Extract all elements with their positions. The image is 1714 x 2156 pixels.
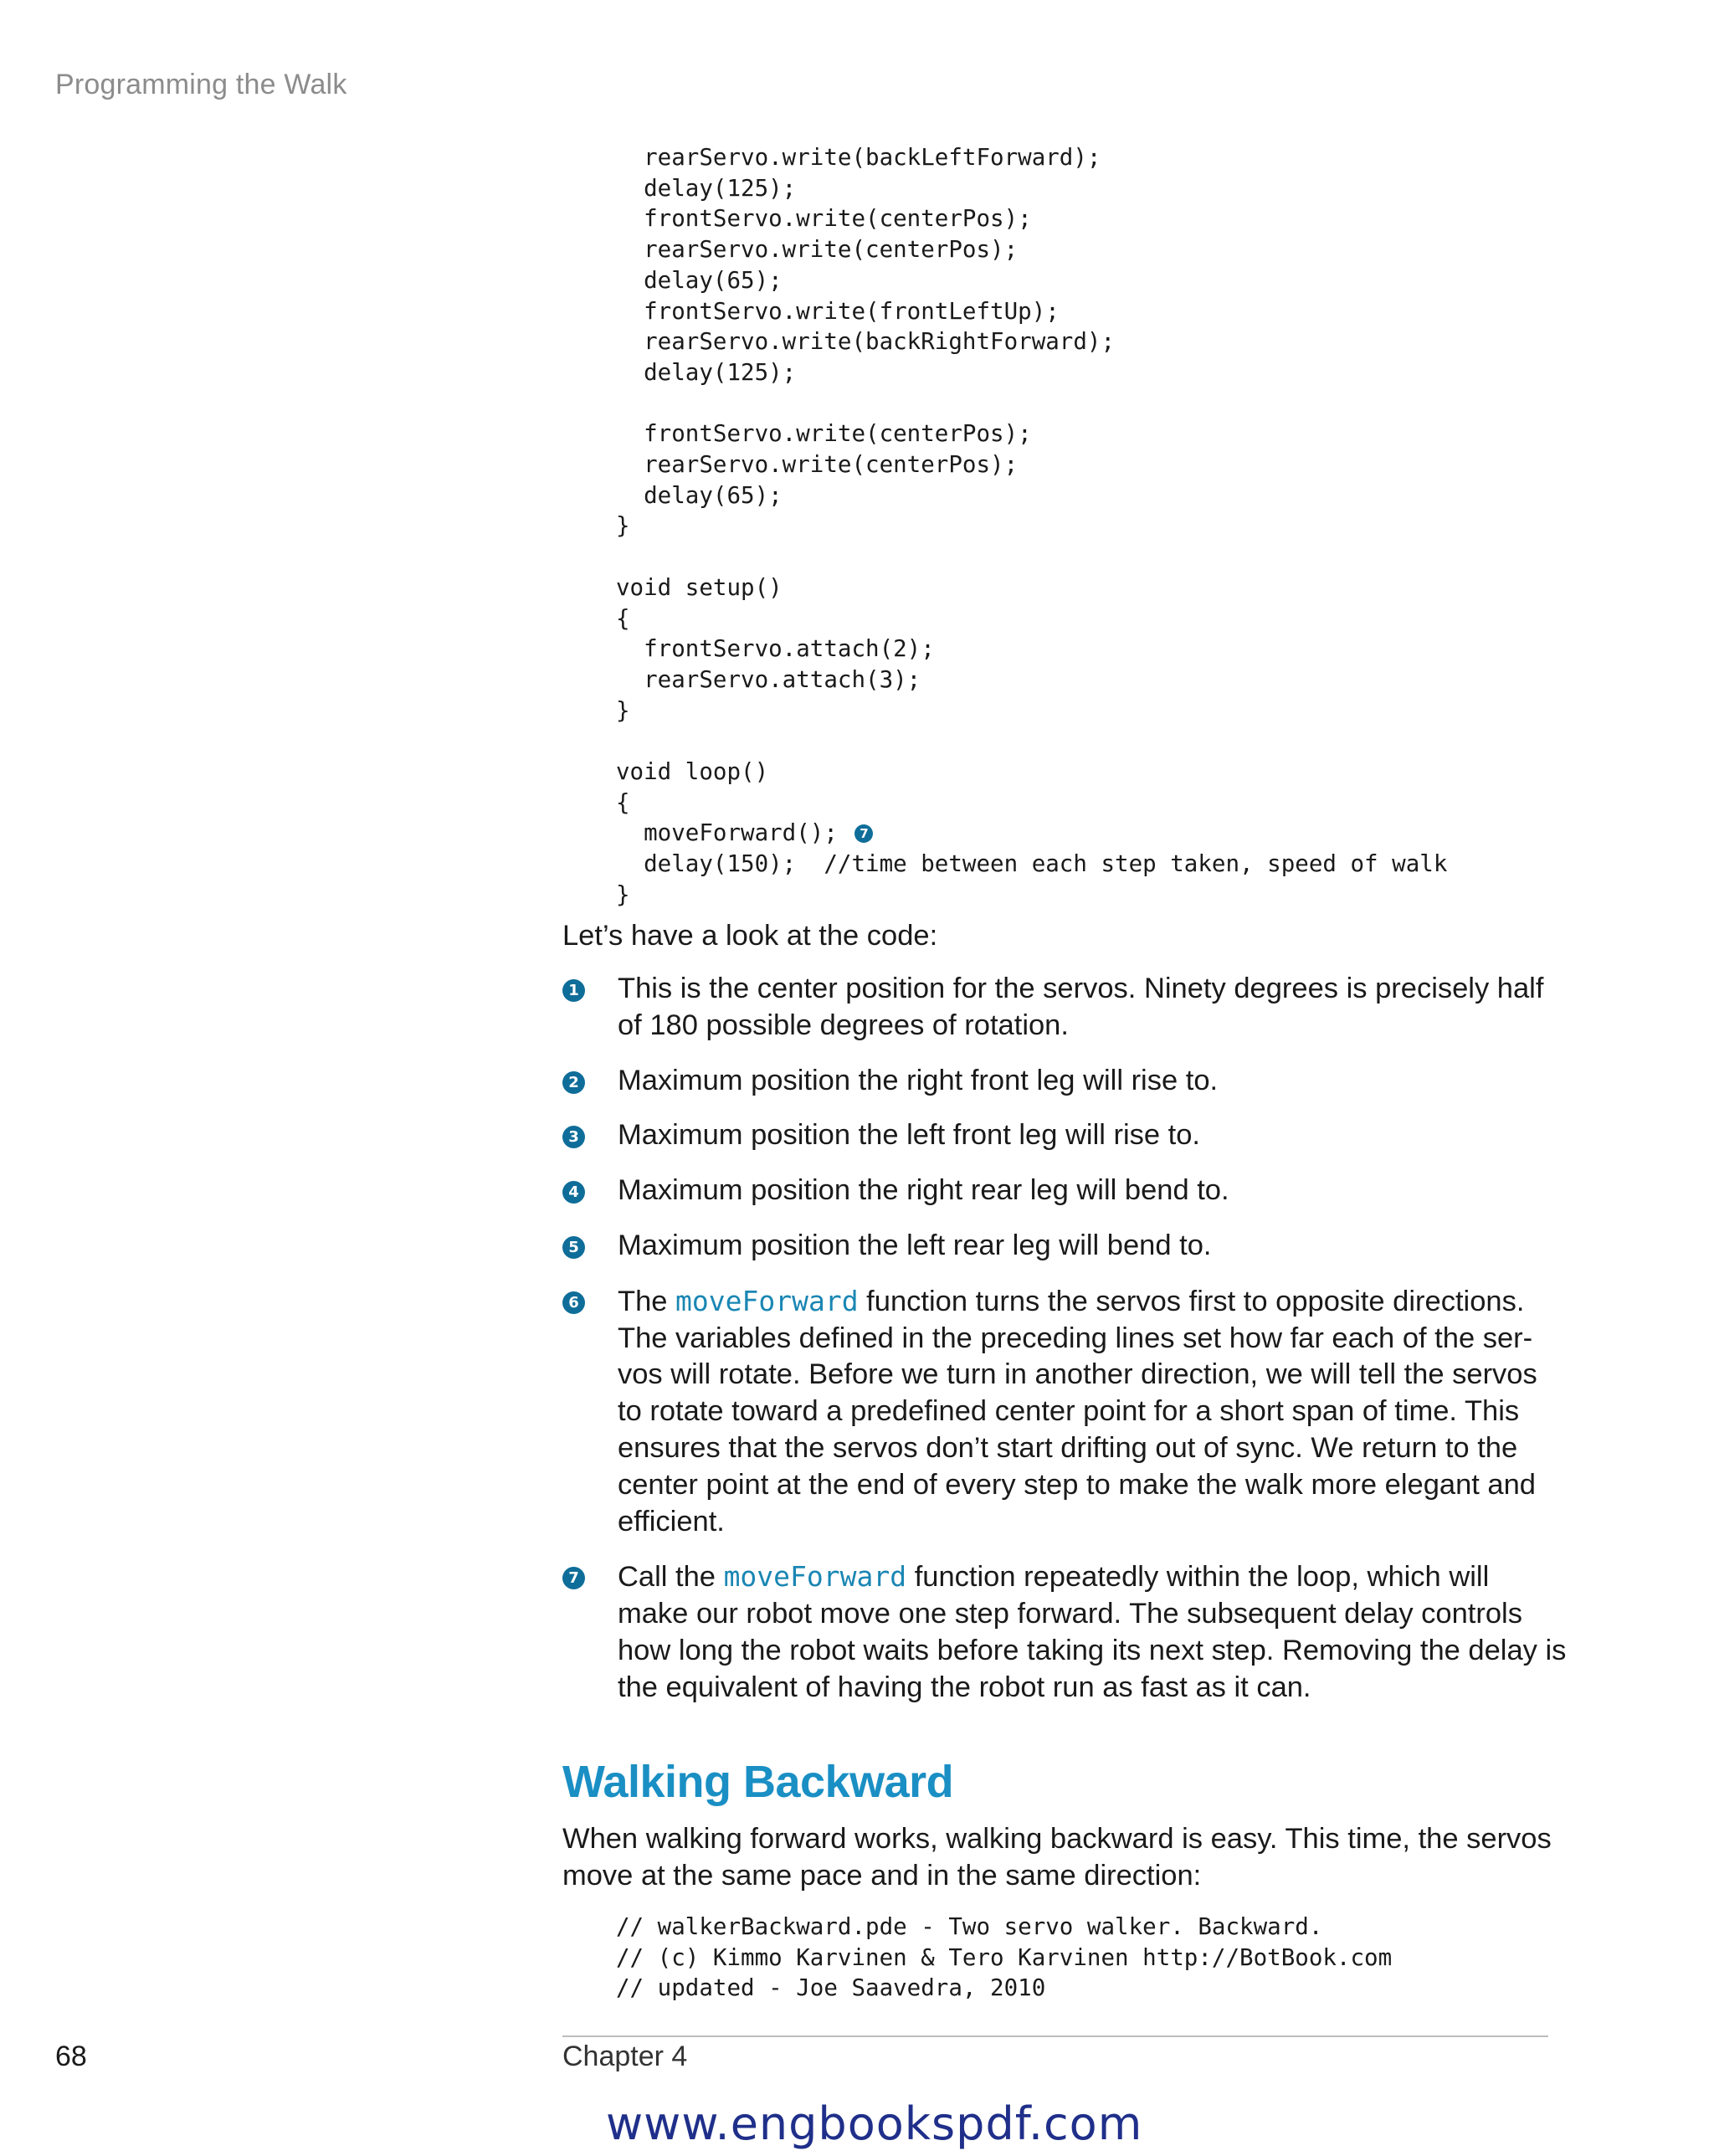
callout-badge-icon: 5 xyxy=(562,1236,585,1259)
callout-list xyxy=(562,971,1567,1725)
callout-badge-icon: 3 xyxy=(562,1126,585,1148)
callout-item xyxy=(562,1228,1567,1265)
code-line: delay(125); xyxy=(616,358,797,386)
section-body: When walking forward works, walking backward is easy. This time, the servos move at the same pace and in the same direction: xyxy=(562,1823,1552,1892)
code-line: delay(125); xyxy=(616,174,797,202)
footer-divider xyxy=(562,2035,1548,2037)
code-line: rearServo.attach(3); xyxy=(616,665,921,693)
code-line: } xyxy=(616,696,630,724)
code-line: } xyxy=(616,880,630,908)
code-line: rearServo.write(centerPos); xyxy=(616,451,1019,479)
code-line: void setup() xyxy=(616,573,783,601)
code-line: rearServo.write(centerPos); xyxy=(616,236,1019,264)
callout-item xyxy=(562,1173,1567,1209)
section-title: Walking Backward xyxy=(562,1757,954,1807)
code-line: frontServo.attach(2); xyxy=(616,635,935,663)
code-line: rearServo.write(backLeftForward); xyxy=(616,144,1101,171)
callout-badge-icon: 6 xyxy=(562,1291,585,1314)
code-line: void loop() xyxy=(616,758,769,786)
code-line: } xyxy=(616,512,630,540)
code-line: // walkerBackward.pde - Two servo walker. Backward. xyxy=(616,1913,1323,1940)
callout-text: This is the center position for the servos. Ninety degrees is precisely half of 180 possible degrees of rotation. xyxy=(618,973,1544,1041)
callout-text-pre: Call the xyxy=(618,1561,724,1594)
callout-text: Maximum position the right rear leg will bend to. xyxy=(618,1174,1229,1207)
page-number: 68 xyxy=(55,2041,87,2072)
code-line: delay(65); xyxy=(616,481,783,509)
callout-text: Maximum position the left rear leg will bend to. xyxy=(618,1229,1212,1261)
callout-badge-icon: 1 xyxy=(562,979,585,1002)
callout-text-post: function turns the servos first to opposite directions. The variables defined in the preceding lines set how far each of the ser-vos will rotate. Before we turn in another direction, we will tell the servos to rotate toward a predefined center point for a short span of time. This ensures that the servos don’t start drifting out of sync. We return to the center point at the end of every step to make the walk more elegant and efficient. xyxy=(618,1285,1537,1537)
callout-badge-icon: 7 xyxy=(562,1567,585,1589)
code-line: frontServo.write(frontLeftUp); xyxy=(616,297,1060,325)
code-line: moveForward(); xyxy=(616,819,852,847)
code-line: frontServo.write(centerPos); xyxy=(616,420,1032,448)
code-line: delay(150); //time between each step taken, speed of walk xyxy=(616,850,1448,878)
callout-item xyxy=(562,1063,1567,1100)
code-line: // (c) Kimmo Karvinen & Tero Karvinen http://BotBook.com xyxy=(616,1943,1393,1971)
chapter-label: Chapter 4 xyxy=(562,2041,688,2072)
callout-text: Maximum position the left front leg will rise to. xyxy=(618,1119,1201,1152)
callout-item xyxy=(562,1117,1567,1154)
code-line: { xyxy=(616,604,630,632)
running-head: Programming the Walk xyxy=(55,69,347,100)
callout-badge-icon: 4 xyxy=(562,1181,585,1204)
callout-text-post: function repeatedly within the loop, which will make our robot move one step forward. The subsequent delay controls how long the robot waits before taking its next step. Removing the delay is the equivalent of having the robot run as fast as it can. xyxy=(618,1561,1567,1703)
callout-item xyxy=(562,1283,1567,1541)
callout-item xyxy=(562,1558,1567,1706)
code-block-walk-forward xyxy=(616,142,1447,911)
code-block-walk-backward xyxy=(616,1912,1392,2004)
lead-text: Let’s have a look at the code: xyxy=(562,920,938,952)
watermark-link[interactable]: www.engbookspdf.com xyxy=(606,2097,1143,2150)
code-callout-7-icon: 7 xyxy=(854,824,873,843)
code-line: frontServo.write(centerPos); xyxy=(616,205,1032,233)
callout-badge-icon: 2 xyxy=(562,1071,585,1094)
code-line: rearServo.write(backRightForward); xyxy=(616,328,1116,356)
inline-code: moveForward xyxy=(675,1284,859,1317)
callout-text: Maximum position the right front leg will rise to. xyxy=(618,1064,1219,1096)
code-line: // updated - Joe Saavedra, 2010 xyxy=(616,1974,1046,2002)
code-line: { xyxy=(616,788,630,816)
callout-text-pre: The xyxy=(618,1285,676,1317)
inline-code: moveForward xyxy=(723,1560,907,1594)
callout-item xyxy=(562,971,1567,1045)
code-line: delay(65); xyxy=(616,266,783,294)
